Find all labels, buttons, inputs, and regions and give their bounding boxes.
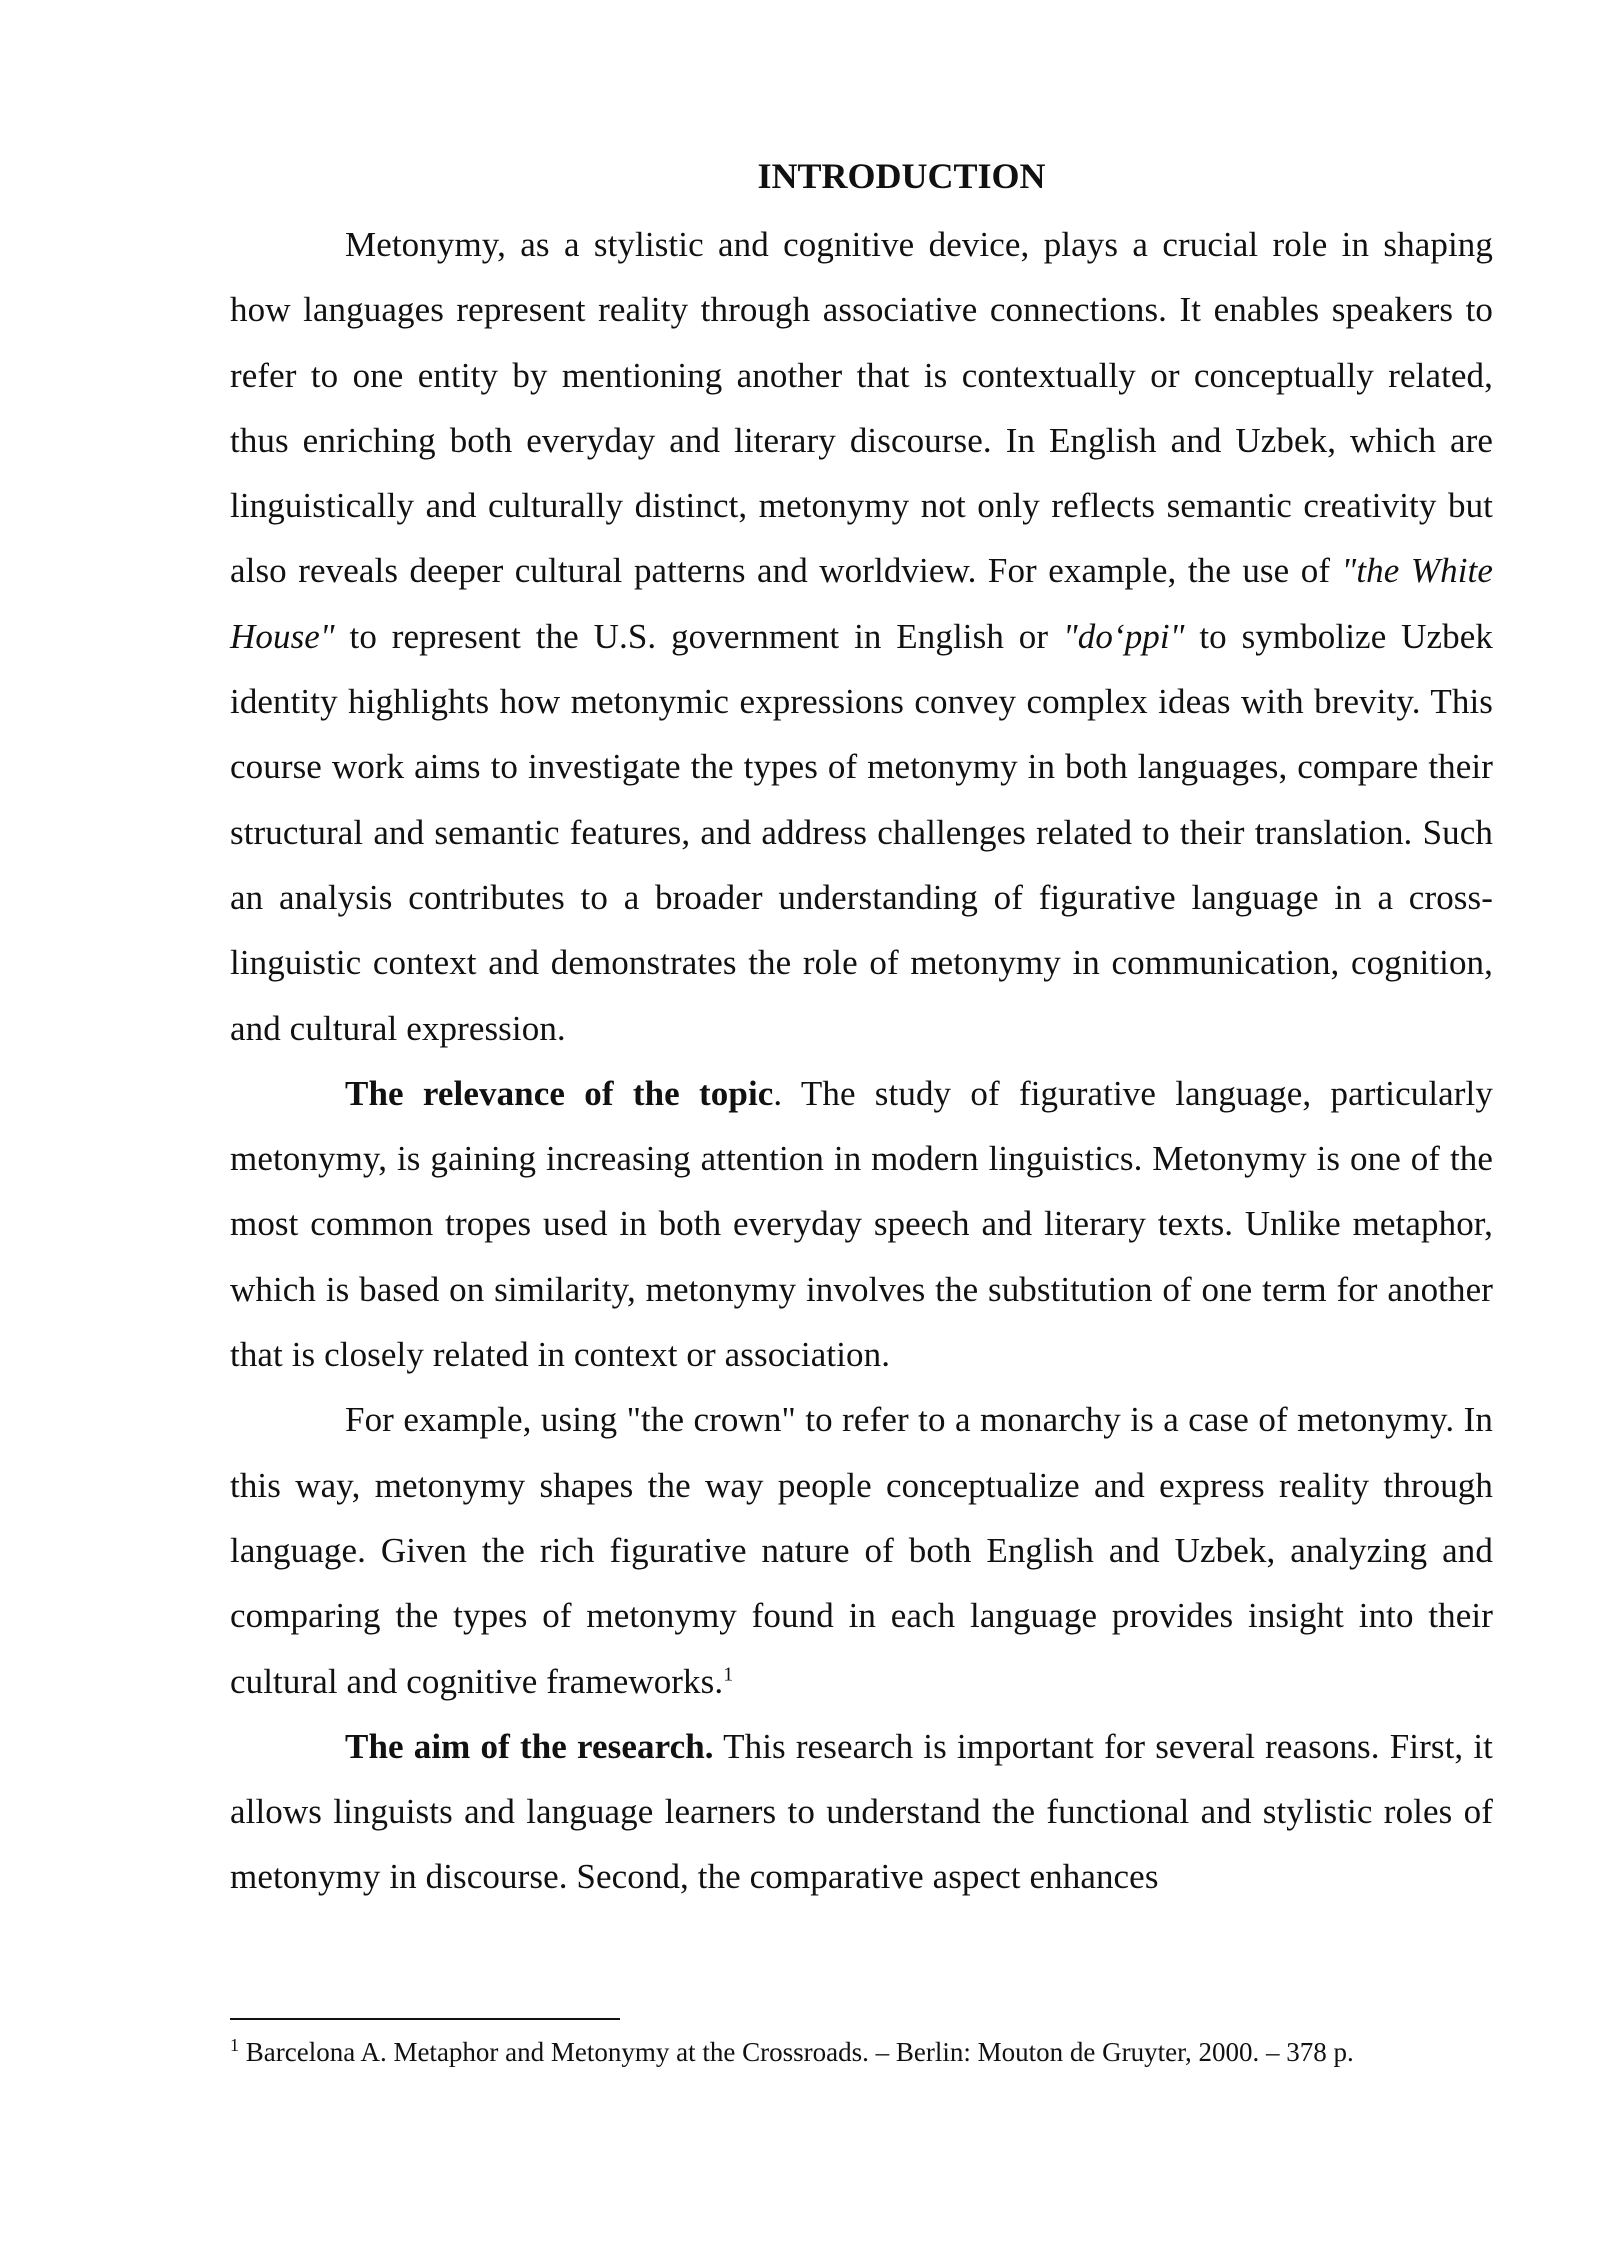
example-text: For example, using "the crown" to refer to a monarchy is a case of metonymy. In this way, metonymy shapes the way people conceptualize and express reality through language. Given the rich figurative nature of both English and Uzbek, analyzing and comparing the types of metonymy found in each language provides insight into their cultural and cognitive frameworks. [230, 1400, 1493, 1701]
footnote [230, 2032, 1510, 2072]
intro-paragraph [230, 212, 1493, 1061]
intro-mid-text: to represent the U.S. government in English or [334, 616, 1063, 656]
footnote-text: Barcelona A. Metaphor and Metonymy at the Crossroads. – Berlin: Mouton de Gruyter, 2000. – 378 p. [239, 2037, 1354, 2067]
aim-label: The aim of the research. [345, 1726, 714, 1766]
intro-end-text: to symbolize Uzbek identity highlights how metonymic expressions convey complex ideas with brevity. This course work aims to investigate the types of metonymy in both languages, compare their structural and semantic features, and address challenges related to their translation. Such an analysis contributes to a broader understanding of figurative language in a cross-linguistic context and demonstrates the role of metonymy in communication, cognition, and cultural expression. [230, 616, 1493, 1048]
footnote-divider [230, 2018, 620, 2020]
example-paragraph [230, 1387, 1493, 1713]
relevance-label: The relevance of the topic [345, 1073, 774, 1113]
section-heading: INTRODUCTION [757, 156, 1046, 196]
example-doppi: "do‘ppi" [1062, 616, 1185, 656]
aim-text: This research is important for several reasons. First, it allows linguists and language learners to understand the functional and stylistic roles of metonymy in discourse. Second, the comparative aspect enhances [230, 1726, 1493, 1897]
relevance-paragraph [230, 1061, 1493, 1387]
aim-paragraph [230, 1714, 1493, 1910]
relevance-text: . The study of figurative language, particularly metonymy, is gaining increasing attention in modern linguistics. Metonymy is one of the most common tropes used in both everyday speech and literary texts. Unlike metaphor, which is based on similarity, metonymy involves the substitution of one term for another that is closely related in context or association. [230, 1073, 1493, 1375]
intro-text: Metonymy, as a stylistic and cognitive device, plays a crucial role in shaping how languages represent reality through associative connections. It enables speakers to refer to one entity by mentioning another that is contextually or conceptually related, thus enriching both everyday and literary discourse. In English and Uzbek, which are linguistically and culturally distinct, metonymy not only reflects semantic creativity but also reveals deeper cultural patterns and worldview. For example, the use of [230, 225, 1493, 591]
footnote-reference[interactable]: 1 [723, 1662, 734, 1685]
example-white-house: "the White House" [230, 551, 1493, 656]
page-body [230, 148, 1493, 1910]
footnote-marker: 1 [230, 2035, 239, 2055]
